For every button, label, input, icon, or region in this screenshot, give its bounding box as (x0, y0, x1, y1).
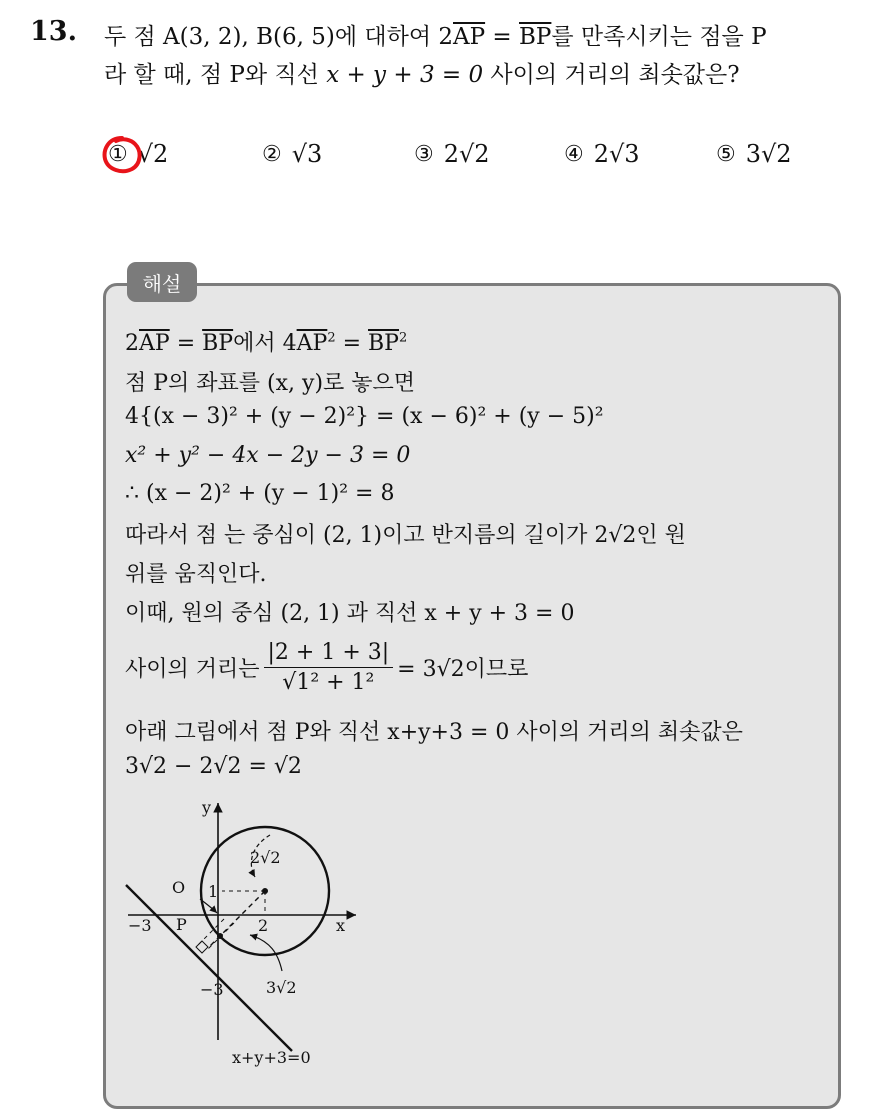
solution-tab: 해설 (127, 262, 197, 302)
y-axis-label: y (202, 798, 212, 817)
tick-neg3-y: −3 (200, 980, 224, 999)
solution-line-7: 위를 움직인다. (125, 562, 267, 587)
question-line-2: 라 할 때, 점 P와 직선 x + y + 3 = 0 사이의 거리의 최솟값은? (104, 62, 740, 88)
choice-number: ① (108, 141, 128, 167)
question-text (104, 18, 874, 94)
solution-line-11: 3√2 − 2√2 = √2 (125, 754, 302, 779)
tick-2: 2 (258, 916, 269, 935)
solution-line-3: 4{(x − 3)² + (y − 2)²} = (x − 6)² + (y − 5)² (125, 404, 604, 429)
radius-label: 2√2 (250, 848, 281, 867)
solution-line-1: $2\overline{AP} = \overline{BP}$에서 $4\overline{AP}^2 = \overline{BP}^2$ (125, 330, 408, 356)
choice-value: 3√2 (745, 140, 792, 168)
question-line-1: 두 점 A(3, 2), B(6, 5)에 대하여 $2\overline{AP} = \overline{BP}$를 만족시키는 점을 P (104, 24, 767, 50)
line-x-y-3 (126, 885, 292, 1051)
line-equation-label: x+y+3=0 (232, 1048, 311, 1067)
choice-3[interactable] (414, 140, 490, 168)
circle-line-graph (120, 795, 370, 1085)
choice-value: 2√3 (593, 140, 640, 168)
choice-2[interactable] (262, 140, 322, 168)
choice-1[interactable] (108, 140, 168, 168)
choice-value: √2 (137, 140, 169, 168)
origin-label: O (172, 878, 186, 897)
solution-line-8: 이때, 원의 중심 (2, 1) 과 직선 x + y + 3 = 0 (125, 601, 575, 626)
distance-label: 3√2 (266, 978, 297, 997)
tick-1: 1 (208, 882, 219, 901)
point-p (217, 933, 223, 939)
choice-number: ② (262, 141, 282, 167)
selected-circle-icon (100, 134, 144, 176)
choice-number: ③ (414, 141, 434, 167)
point-p-label: P (176, 915, 187, 934)
answer-choices (104, 140, 864, 184)
solution-line-6: 따라서 점 는 중심이 (2, 1)이고 반지름의 길이가 2√2인 원 (125, 523, 686, 548)
choice-number: ⑤ (716, 141, 736, 167)
solution-line-5: ∴ (x − 2)² + (y − 1)² = 8 (125, 481, 395, 506)
tick-neg3-x: −3 (128, 916, 152, 935)
choice-value: 2√2 (443, 140, 490, 168)
question-number: 13. (30, 16, 77, 47)
solution-line-9: 사이의 거리는 $\frac{|2 + 1 + 3|}{\text{√1² + 1²}}$ = 3√2이므로 (125, 640, 529, 695)
distance-fraction: $\frac{|2 + 1 + 3|}{\text{√1² + 1²}}$ (264, 640, 394, 695)
solution-line-10: 아래 그림에서 점 P와 직선 x+y+3 = 0 사이의 거리의 최솟값은 (125, 720, 743, 745)
solution-line-2: 점 P의 좌표를 (x, y)로 놓으면 (125, 371, 416, 396)
choice-5[interactable] (716, 140, 792, 168)
choice-number: ④ (564, 141, 584, 167)
x-axis-label: x (336, 916, 346, 935)
solution-line-4: x² + y² − 4x − 2y − 3 = 0 (125, 443, 411, 468)
choice-value: √3 (291, 140, 323, 168)
choice-4[interactable] (564, 140, 640, 168)
